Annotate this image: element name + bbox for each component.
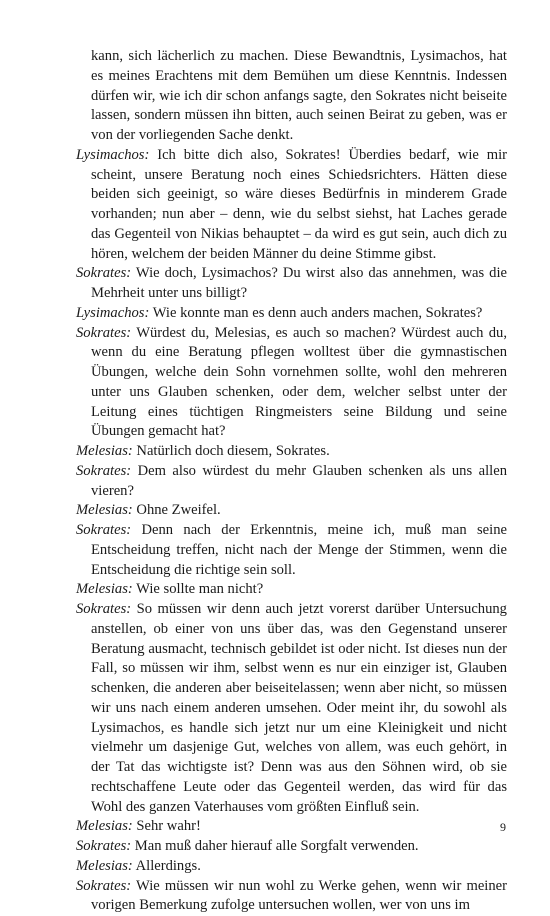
dialogue-paragraph — [76, 264, 507, 304]
dialogue-text-line: Ohne Zweifel. — [136, 502, 220, 518]
dialogue-paragraph — [76, 442, 507, 462]
dialogue-paragraph — [76, 857, 507, 877]
dialogue-text-line: kann, sich lächerlich zu machen. Diese Bewandtnis, Lysimachos, hat es meines Erachtens mit dem Bemühen um diese Kenntnis. Indessen dürfen wir, wie ich dir schon anfangs sagte, den Sokrates nicht beiseite lassen, sondern müssen ihn bitten, auch seinen Beirat zu geben, was er von der vorliegenden Sache denkt. — [91, 48, 507, 143]
dialogue-text-line: Ich bitte dich also, Sokrates! Überdies bedarf, wie mir scheint, unsere Beratung noch eines Schiedsrichters. Hätten diese beiden sich geeinigt, so wäre dieses Bedürfnis in minderem Grade vorhanden; nun aber – denn, wie du selbst siehst, hat Laches gerade das Gegenteil von Nikias behauptet – da wird es gut sein, auch dich zu hören, welchem der beiden Männer du deine Stimme gibst. — [91, 147, 507, 262]
dialogue-paragraph — [76, 837, 507, 857]
speaker-name: Melesias: — [76, 581, 133, 597]
speaker-name: Melesias: — [76, 818, 133, 834]
dialogue-paragraph — [76, 462, 507, 502]
speaker-name: Sokrates: — [76, 601, 131, 617]
dialogue-paragraph — [76, 501, 507, 521]
dialogue-paragraph — [76, 877, 507, 916]
dialogue-text-line: Wie müssen wir nun wohl zu Werke gehen, wenn wir meiner vorigen Bemerkung zufolge untersuchen wollen, wer von uns im — [91, 878, 507, 914]
speaker-name: Melesias: — [76, 502, 133, 518]
dialogue-paragraph — [76, 580, 507, 600]
speaker-name: Sokrates: — [76, 838, 131, 854]
dialogue-text-line: Denn nach der Erkenntnis, meine ich, muß man seine Entscheidung treffen, nicht nach der Menge der Stimmen, wenn die Entscheidung die richtige sein soll. — [91, 522, 507, 578]
dialogue-paragraph — [76, 600, 507, 817]
speaker-name: Sokrates: — [76, 325, 131, 341]
speaker-name: Melesias: — [76, 858, 133, 874]
speaker-name: Lysimachos: — [76, 305, 149, 321]
speaker-name: Lysimachos: — [76, 147, 149, 163]
dialogue-text-line: Wie konnte man es denn auch anders machen, Sokrates? — [153, 305, 483, 321]
dialogue-paragraph — [76, 304, 507, 324]
speaker-name: Sokrates: — [76, 878, 131, 894]
dialogue-paragraph — [76, 817, 507, 837]
dialogue-text-line: Sehr wahr! — [136, 818, 200, 834]
dialogue-text-line: So müssen wir denn auch jetzt vorerst darüber Untersuchung anstellen, ob einer von uns über das, was den Gegenstand unserer Beratung ausmacht, technisch gebildet ist oder nicht. Ist dieses nun der Fall, so müssen wir ihm, selbst wenn es nur ein einziger ist, Glauben schenken, die anderen aber beiseitelassen; wenn aber nicht, so müssen wir uns nach einem anderen umsehen. Oder meint ihr, du sowohl als Lysimachos, es handle sich jetzt nur um eine Kleinigkeit und nicht vielmehr um dasjenige Gut, welches von allem, was euch gehört, in der Tat das wichtigste ist? Denn was aus den Söhnen wird, ob sie rechtschaffene Leute oder das Gegenteil werden, das wird für das Wohl des ganzen Vaterhauses vom größten Einfluß sein. — [91, 601, 507, 815]
speaker-name: Melesias: — [76, 443, 133, 459]
dialogue-paragraph — [76, 146, 507, 265]
speaker-name: Sokrates: — [76, 522, 131, 538]
dialogue-text-line: Wie doch, Lysimachos? Du wirst also das annehmen, was die Mehrheit unter uns billigt? — [91, 265, 507, 301]
dialogue-paragraph — [76, 47, 507, 146]
dialogue-text — [76, 47, 507, 916]
dialogue-text-line: Wie sollte man nicht? — [136, 581, 263, 597]
dialogue-paragraph — [76, 324, 507, 443]
speaker-name: Sokrates: — [76, 463, 131, 479]
dialogue-paragraph — [76, 521, 507, 580]
dialogue-text-line: Natürlich doch diesem, Sokrates. — [136, 443, 329, 459]
dialogue-text-line: Allerdings. — [136, 858, 201, 874]
speaker-name: Sokrates: — [76, 265, 131, 281]
dialogue-text-line: Man muß daher hierauf alle Sorgfalt verwenden. — [135, 838, 419, 854]
page-number: 9 — [500, 820, 506, 834]
dialogue-text-line: Würdest du, Melesias, es auch so machen? Würdest auch du, wenn du eine Beratung pflegen wolltest über die gymnastischen Übungen, welche dein Sohn vornehmen sollte, wohl den mehreren unter uns Glauben schenken, oder dem, welcher selbst unter der Leitung eines tüchtigen Ringmeisters seine Bildung und seine Übungen gemacht hat? — [91, 325, 507, 440]
dialogue-text-line: Dem also würdest du mehr Glauben schenken als uns allen vieren? — [91, 463, 507, 499]
